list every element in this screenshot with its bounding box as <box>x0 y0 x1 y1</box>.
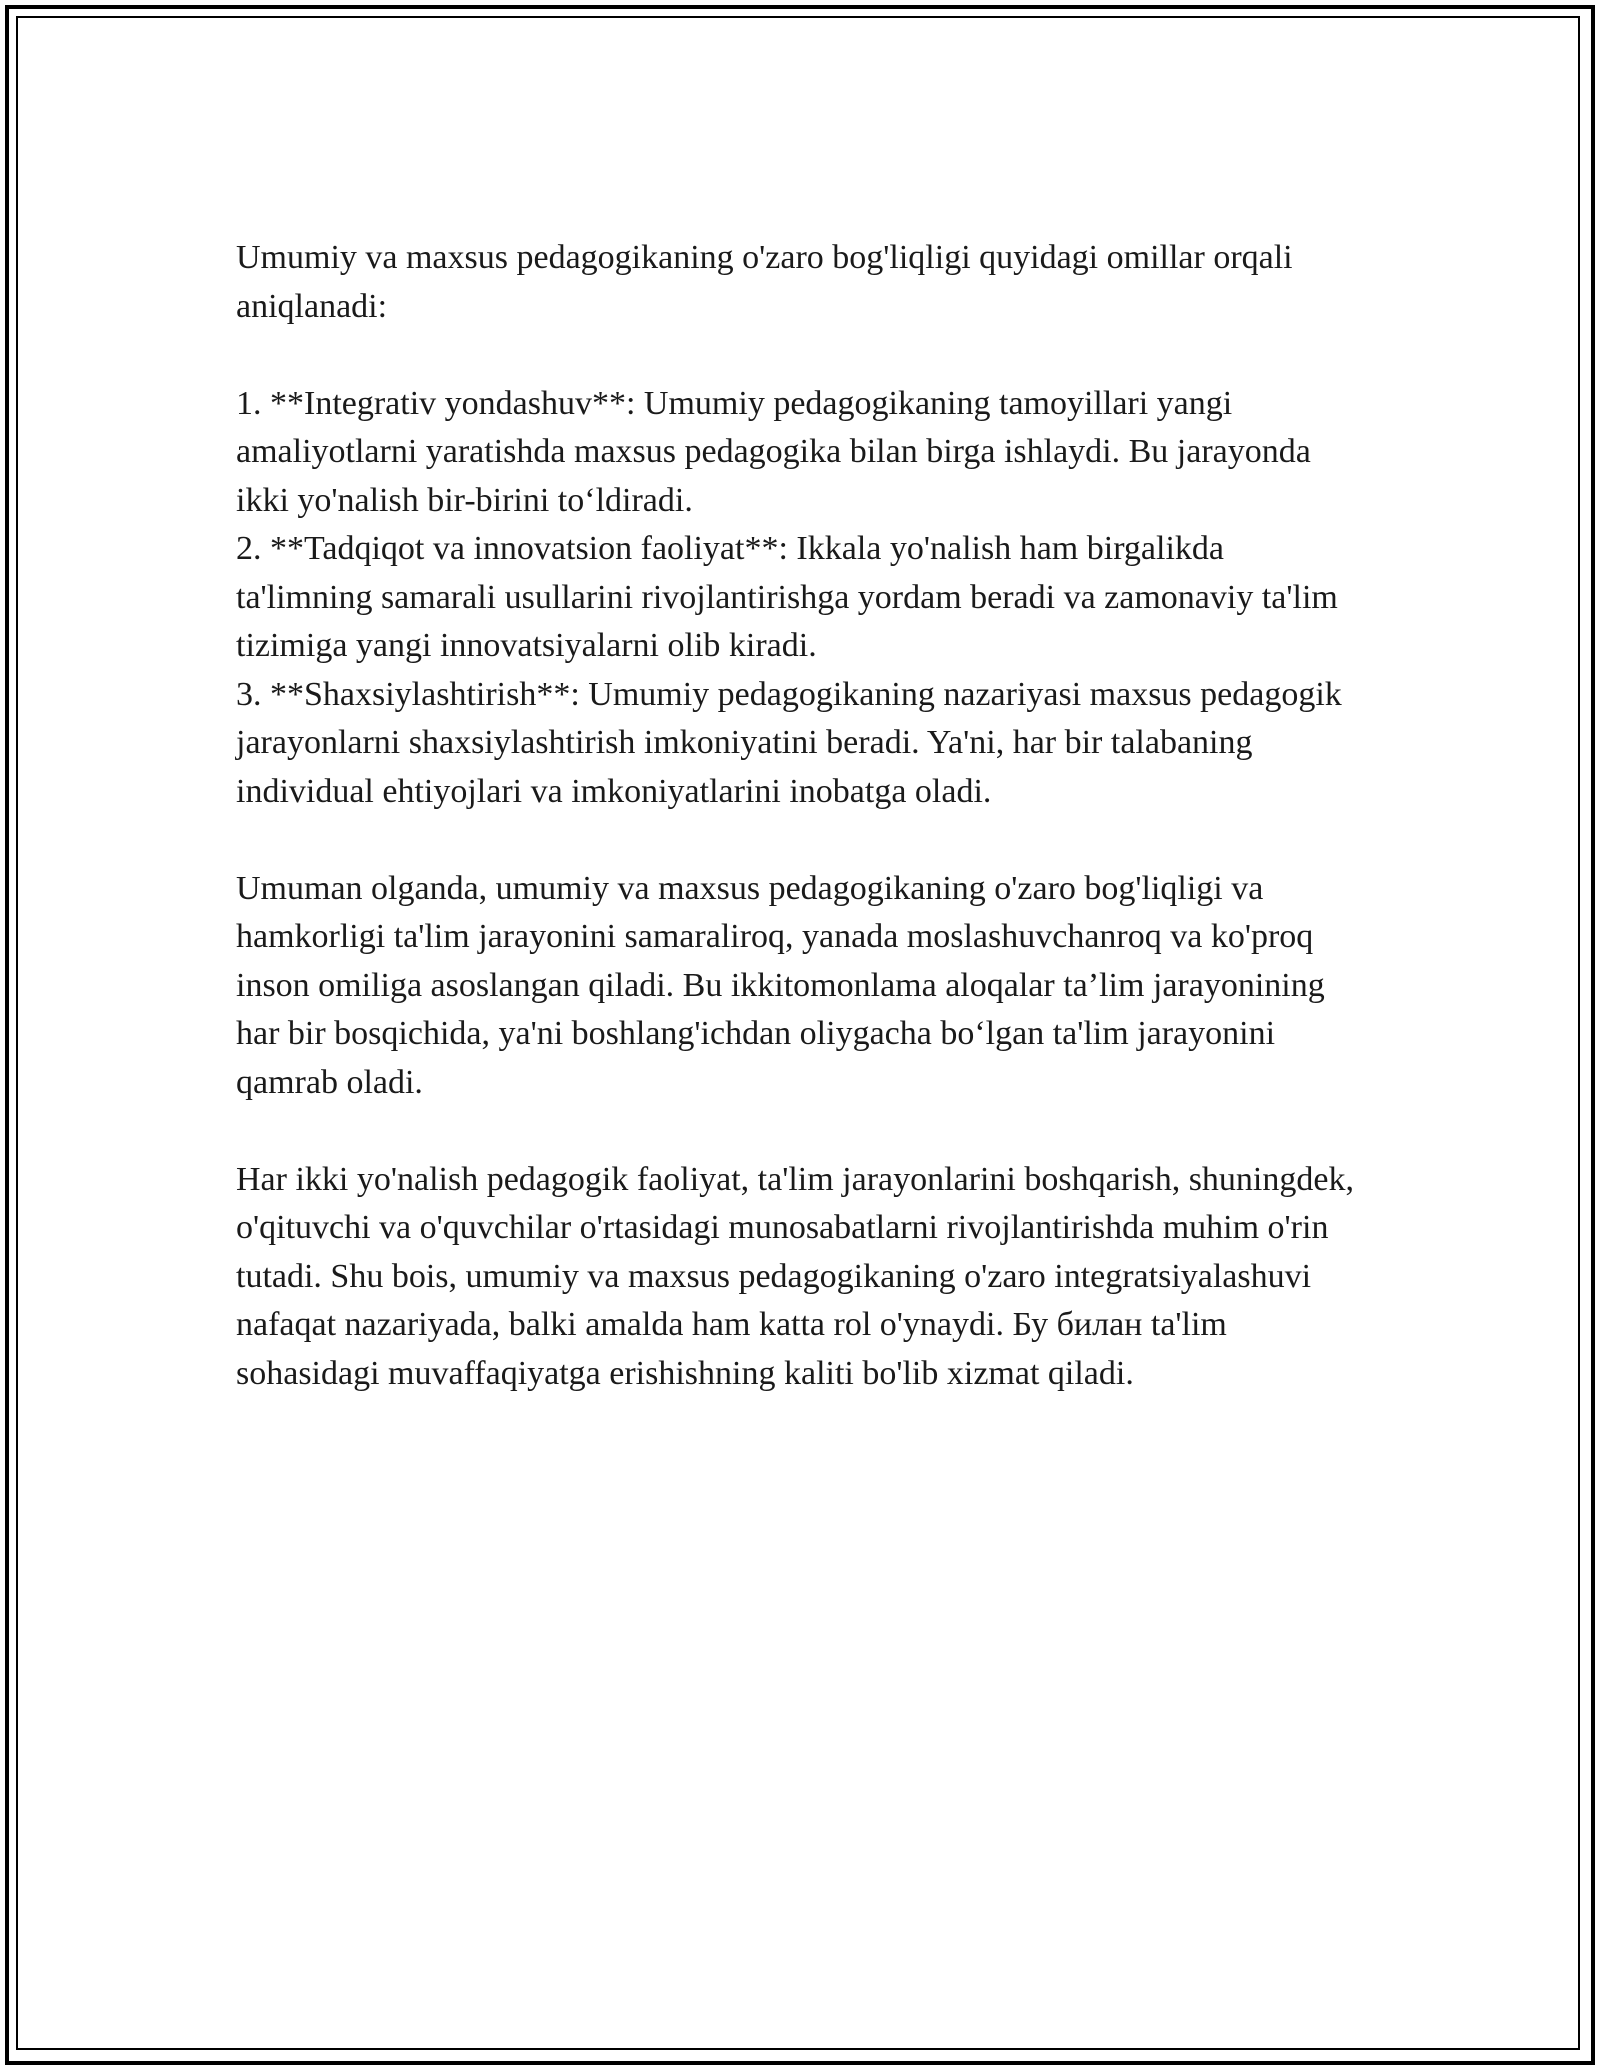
list-item-personalization: 3. **Shaxsiylashtirish**: Umumiy pedagogikaning nazariyasi maxsus pedagogik jarayonlarni shaxsiylashtirish imkoniyatini beradi. Ya'ni, har bir talabaning individual ehtiyojlari va imkoniyatlarini inobatga oladi. <box>236 675 1342 810</box>
document-body <box>236 234 1366 1398</box>
intro-paragraph: Umumiy va maxsus pedagogikaning o'zaro bog'liqligi quyidagi omillar orqali aniqlanadi: <box>236 239 1293 325</box>
conclusion-paragraph: Har ikki yo'nalish pedagogik faoliyat, ta'lim jarayonlarini boshqarish, shuningdek, o'qituvchi va o'quvchilar o'rtasidagi munosabatlarni rivojlantirishda muhim o'rin tutadi. Shu bois, umumiy va maxsus pedagogikaning o'zaro integratsiyalashuvi nafaqat nazariyada, balki amalda ham katta rol o'ynaydi. Бу билан ta'lim sohasidagi muvaffaqiyatga erishishning kaliti bo'lib xizmat qiladi. <box>236 1160 1354 1392</box>
summary-paragraph: Umuman olganda, umumiy va maxsus pedagogikaning o'zaro bog'liqligi va hamkorligi ta'lim jarayonini samaraliroq, yanada moslashuvchanroq va ko'proq inson omiliga asoslangan qiladi. Bu ikkitomonlama aloqalar ta’lim jarayonining har bir bosqichida, ya'ni boshlang'ichdan oliygacha bo‘lgan ta'lim jarayonini qamrab oladi. <box>236 869 1325 1101</box>
list-item-research-innovation: 2. **Tadqiqot va innovatsion faoliyat**: Ikkala yo'nalish ham birgalikda ta'limning samarali usullarini rivojlantirishga yordam beradi va zamonaviy ta'lim tizimiga yangi innovatsiyalarni olib kiradi. <box>236 530 1338 664</box>
paragraph-spacer <box>236 331 1366 380</box>
paragraph-spacer <box>236 1107 1366 1156</box>
list-item-integrative-approach: 1. **Integrativ yondashuv**: Umumiy pedagogikaning tamoyillari yangi amaliyotlarni yaratishda maxsus pedagogika bilan birga ishlaydi. Bu jarayonda ikki yo'nalish bir-birini to‘ldiradi. <box>236 384 1311 519</box>
paragraph-spacer <box>236 816 1366 865</box>
